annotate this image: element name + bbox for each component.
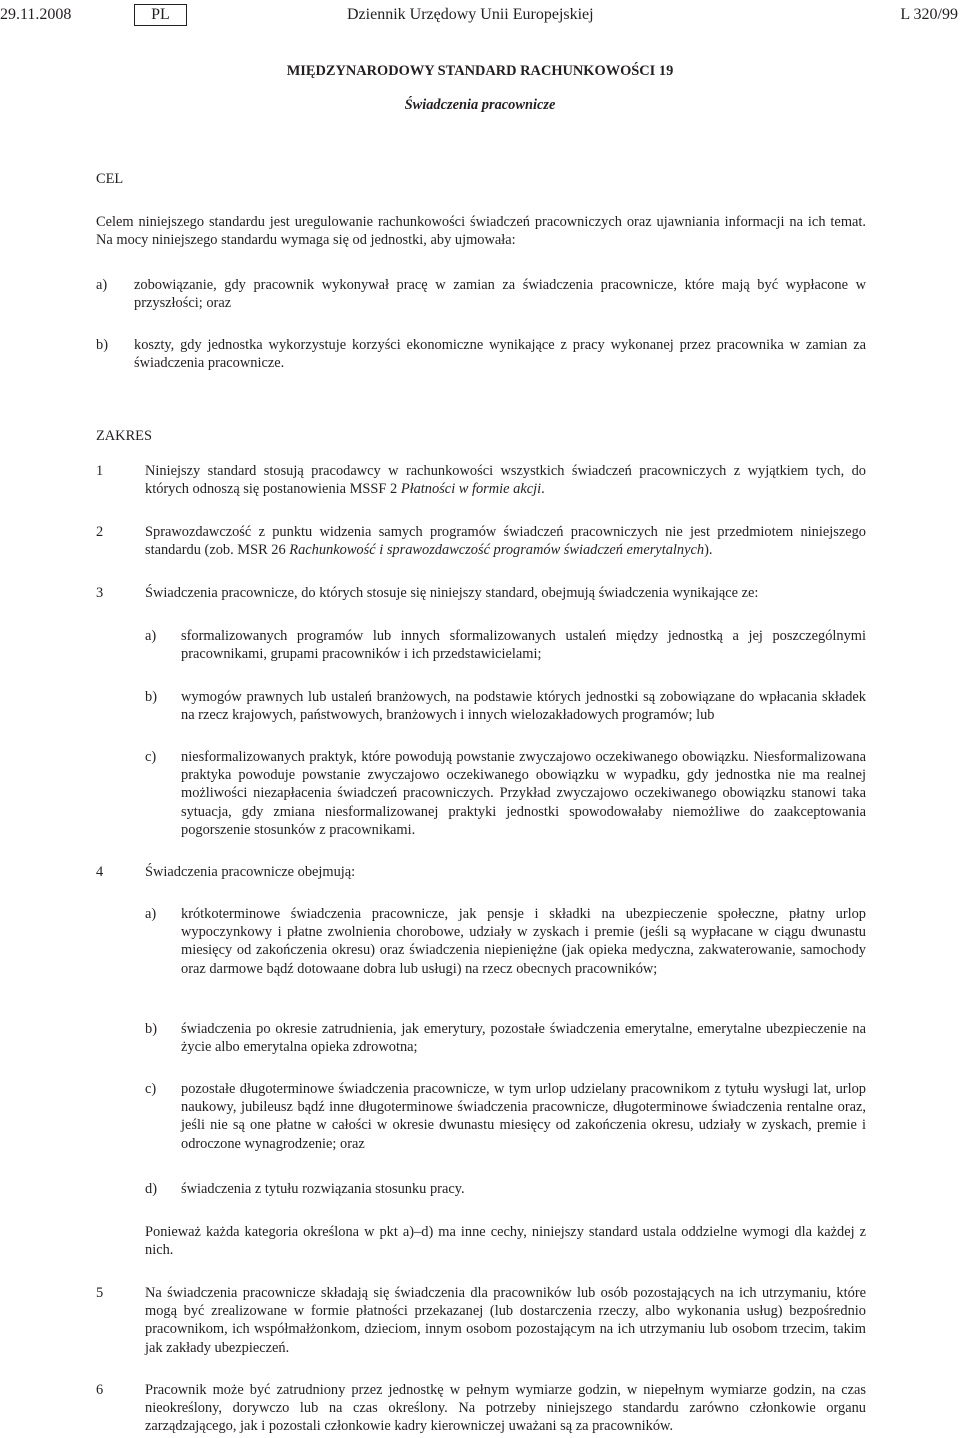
paragraph-text: Świadczenia pracownicze, do których stosuje się niniejszy standard, obejmują świadczenia wynikające ze: bbox=[145, 585, 759, 601]
cel-intro-paragraph: Celem niniejszego standardu jest uregulowanie rachunkowości świadczeń pracowniczych oraz ujawniania informacji na ich temat. Na mocy niniejszego standardu wymaga się od jednostki, aby ujmowała: bbox=[96, 214, 866, 249]
list-item-text: wymogów prawnych lub ustaleń branżowych, na podstawie których jednostki są zobowiązane do wpłacania składek na rzecz krajowych, państwowych, branżowych i innych wielozakładowych programów; lub bbox=[181, 689, 866, 724]
list-item-label: a) bbox=[145, 906, 157, 922]
paragraph-number: 3 bbox=[96, 585, 104, 601]
paragraph-text-end: ). bbox=[704, 542, 713, 559]
journal-name: Dziennik Urzędowy Unii Europejskiej bbox=[347, 6, 594, 23]
standard-title-reference: Płatności w formie akcji bbox=[400, 481, 542, 498]
paragraph-text bbox=[145, 462, 866, 498]
page-reference: L 320/99 bbox=[900, 6, 958, 23]
list-item-text: niesformalizowanych praktyk, które powodują powstanie zwyczajowo oczekiwanego obowiązku. Niesformalizowana praktyka powoduje powstanie zwyczajowo oczekiwanego obowiązku w wypadku, gdy jednostka nie ma realnej możliwości niezapłacenia świadczeń pracowniczych. Przykład zwyczajowo oczekiwanego obowiązku stanowi taka sytuacja, gdy zmiana niesformalizowanej praktyki jednostki spowodowałaby niemożliwe do zaakceptowania pogorszenie stosunków z pracownikami. bbox=[181, 749, 866, 838]
section-heading-cel: CEL bbox=[96, 171, 124, 187]
publication-date: 29.11.2008 bbox=[0, 6, 72, 23]
list-item-text: świadczenia po okresie zatrudnienia, jak emerytury, pozostałe świadczenia emerytalne, emerytalne ubezpieczenie na życie albo emerytalna opieka zdrowotna; bbox=[181, 1021, 866, 1056]
paragraph-text: Na świadczenia pracownicze składają się świadczenia dla pracowników lub osób pozostających na ich utrzymaniu, które mogą być zrealizowane w formie płatności przekazanej (lub dostarczenia rzeczy, albo wykonania usług) bezpośrednio pracownikom, ich współmałżonkom, dzieciom, innym osobom pozostającym na ich utrzymaniu lub osobom trzecim, takim jak zakłady ubezpieczeń. bbox=[145, 1285, 866, 1356]
paragraph-text-plain: Niniejszy standard stosują pracodawcy w rachunkowości wszystkich świadczeń pracowniczych z wyjątkiem tych, do których odnoszą się postanowienia MSSF 2 bbox=[145, 463, 866, 498]
list-item-label: a) bbox=[145, 628, 157, 644]
list-item-text: sformalizowanych programów lub innych sformalizowanych ustaleń między jednostką a jej poszczególnymi pracownikami, grupami pracowników i ich przedstawicielami; bbox=[181, 628, 866, 663]
list-item-label: c) bbox=[145, 1081, 157, 1097]
list-item-label: d) bbox=[145, 1181, 157, 1197]
list-item-label: b) bbox=[96, 337, 108, 353]
paragraph-text bbox=[145, 523, 866, 559]
paragraph-number: 5 bbox=[96, 1285, 104, 1301]
paragraph-number: 1 bbox=[96, 463, 104, 479]
section-heading-zakres: ZAKRES bbox=[96, 428, 152, 444]
paragraph-closing-text: Ponieważ każda kategoria określona w pkt a)–d) ma inne cechy, niniejszy standard ustala oddzielne wymogi dla każdej z nich. bbox=[145, 1224, 866, 1259]
list-item-label: a) bbox=[96, 277, 108, 293]
list-item-label: b) bbox=[145, 689, 157, 705]
journal-header bbox=[0, 4, 960, 26]
document-title: MIĘDZYNARODOWY STANDARD RACHUNKOWOŚCI 19 bbox=[286, 63, 674, 79]
paragraph-text: Pracownik może być zatrudniony przez jednostkę w pełnym wymiarze godzin, w niepełnym wymiarze godzin, na czas nieokreślony, dorywczo lub na czas określony. Na potrzeby niniejszego standardu zarówno członkowie organu zarządzającego, jak i pozostali członkowie kadry kierowniczej uważani są za pracowników. bbox=[145, 1382, 866, 1435]
paragraph-text: Świadczenia pracownicze obejmują: bbox=[145, 864, 356, 880]
paragraph-number: 2 bbox=[96, 524, 104, 540]
language-code-box: PL bbox=[134, 4, 187, 26]
document-subtitle: Świadczenia pracownicze bbox=[404, 97, 556, 113]
paragraph-text-plain: Sprawozdawczość z punktu widzenia samych programów świadczeń pracowniczych nie jest przedmiotem niniejszego standardu (zob. MSR 26 bbox=[145, 524, 866, 559]
list-item-text: świadczenia z tytułu rozwiązania stosunku pracy. bbox=[181, 1181, 465, 1197]
list-item-text: krótkoterminowe świadczenia pracownicze, jak pensje i składki na ubezpieczenie społeczne, płatny urlop wypoczynkowy i płatne zwolnienia chorobowe, udziały w zyskach i premie (jeśli są wypłacane w ciągu dwunastu miesięcy od zakończenia okresu) oraz świadczenia niepieniężne (jak opieka medyczna, zakwaterowanie, samochody oraz darmowe bądź dotowaane dobra lub usługi) na rzecz obecnych pracowników; bbox=[181, 906, 866, 977]
paragraph-number: 6 bbox=[96, 1382, 104, 1398]
list-item-label: b) bbox=[145, 1021, 157, 1037]
list-item-text: pozostałe długoterminowe świadczenia pracownicze, w tym urlop udzielany pracownikom z tytułu wysługi lat, urlop naukowy, jubileusz bądź inne długoterminowe świadczenia pracownicze, długoterminowe świadczenia rentalne oraz, jeśli nie są one płatne w całości w okresie dwunastu miesięcy od zakończenia okresu, udziały w zyskach, premie i odroczone wynagrodzenie; oraz bbox=[181, 1081, 866, 1152]
list-item-text: koszty, gdy jednostka wykorzystuje korzyści ekonomiczne wynikające z pracy wykonanej przez pracownika w zamian za świadczenia pracownicze. bbox=[134, 337, 866, 372]
standard-title-reference: Rachunkowość i sprawozdawczość programów świadczeń emerytalnych bbox=[289, 542, 705, 559]
list-item-label: c) bbox=[145, 749, 157, 765]
list-item-text: zobowiązanie, gdy pracownik wykonywał pracę w zamian za świadczenia pracownicze, które mają być wypłacone w przyszłości; oraz bbox=[134, 277, 866, 312]
paragraph-number: 4 bbox=[96, 864, 104, 880]
paragraph-text-end: . bbox=[541, 481, 545, 498]
